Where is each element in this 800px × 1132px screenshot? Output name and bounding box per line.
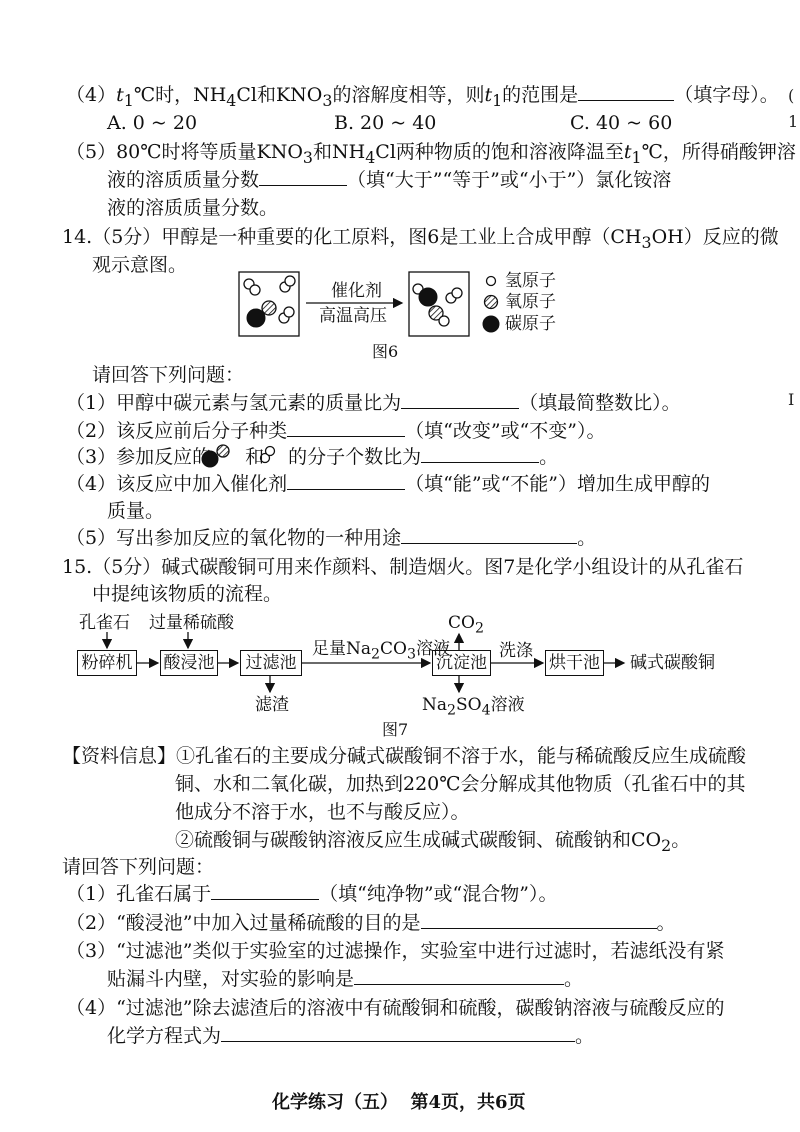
q13-part5-line3: 液的溶质质量分数。 bbox=[107, 197, 279, 219]
answer-blank[interactable] bbox=[578, 82, 674, 101]
q14-header: 14.（5分）甲醇是一种重要的化工原料，图6是工业上合成甲醇$(CH_3OH)$反应的微 bbox=[62, 226, 779, 252]
option-c: C. 40 ~ 60 bbox=[570, 112, 673, 134]
page-footer: 化学练习（五） 第4页，共6页 bbox=[272, 1092, 526, 1113]
legend-carbon-label: 碳原子 bbox=[505, 314, 556, 334]
flow-na2so4-label: $Na_2SO_4$溶液 bbox=[422, 695, 525, 719]
q14-header-line2: 观示意图。 bbox=[92, 254, 188, 276]
option-a: A. 0 ~ 20 bbox=[107, 112, 198, 134]
legend-hydrogen-label: 氢原子 bbox=[505, 271, 556, 291]
q15-prompt: 请回答下列问题： bbox=[62, 856, 215, 878]
edge-mark: ( bbox=[788, 86, 795, 105]
flow-box-precipitation: 沉淀池 bbox=[432, 650, 491, 676]
answer-blank[interactable] bbox=[287, 418, 405, 437]
figure6-arrow-bottom-label: 高温高压 bbox=[319, 306, 387, 326]
info-block-line4: ②硫酸铜与碳酸钠溶液反应生成碱式碳酸铜、硫酸钠和$CO_2$。 bbox=[175, 829, 691, 855]
answer-blank[interactable] bbox=[354, 966, 564, 985]
figure6-reactant-box bbox=[239, 272, 299, 336]
q15-item4-line2: 化学方程式为 。 bbox=[107, 1025, 595, 1047]
q14-item3: （3）参加反应的 和 的分子个数比为 。 bbox=[66, 446, 559, 468]
flow-input-acid: 过量稀硫酸 bbox=[149, 613, 234, 633]
q14-item4: （4）该反应中加入催化剂 （填“能”或“不能”）增加生成甲醇的 bbox=[66, 473, 710, 495]
q13-part4-line: $(4)t_1℃$时，$NH_4Cl$和$KNO_3$的溶解度相等，则$t_1$的范围是 （填字母）。 bbox=[66, 84, 779, 110]
flow-box-acid-leach: 酸浸池 bbox=[160, 650, 218, 676]
info-block-line1: 【资料信息】①孔雀石的主要成分碱式碳酸铜不溶于水，能与稀硫酸反应生成硫酸 bbox=[62, 745, 747, 767]
legend-oxygen-label: 氧原子 bbox=[505, 292, 556, 312]
figure6-arrow-top-label: 催化剂 bbox=[331, 281, 382, 301]
flow-box-dryer: 烘干池 bbox=[545, 650, 604, 676]
q13-part5-line1: （5）80℃时将等质量$KNO_3$和$NH_4Cl$两种物质的饱和溶液降温至$t_1℃$，所得硝酸钾溶 bbox=[66, 141, 796, 167]
info-block-line2: 铜、水和二氧化碳，加热到220℃会分解成其他物质（孔雀石中的其 bbox=[175, 773, 746, 795]
answer-blank[interactable] bbox=[421, 910, 657, 929]
answer-blank[interactable] bbox=[221, 1023, 575, 1042]
flow-wash-label: 洗涤 bbox=[499, 641, 533, 661]
answer-blank[interactable] bbox=[401, 525, 577, 544]
legend-carbon-atom-icon bbox=[483, 316, 499, 332]
q15-item3-line2: 贴漏斗内壁，对实验的影响是 。 bbox=[107, 968, 584, 990]
figure6-product-box bbox=[409, 272, 469, 336]
edge-mark: 1 bbox=[788, 112, 799, 131]
q14-item4-line2: 质量。 bbox=[107, 500, 165, 522]
q15-header-line2: 中提纯该物质的流程。 bbox=[92, 583, 283, 605]
legend-hydrogen-atom-icon bbox=[487, 277, 496, 286]
answer-blank[interactable] bbox=[211, 881, 319, 900]
q14-item2: （2）该反应前后分子种类 （填“改变”或“不变”）。 bbox=[66, 420, 606, 442]
flow-reagent-label: 足量$Na_2CO_3$溶液 bbox=[312, 639, 450, 663]
q14-prompt: 请回答下列问题： bbox=[92, 364, 245, 386]
answer-blank[interactable] bbox=[287, 471, 405, 490]
q15-item2: （2）“酸浸池”中加入过量稀硫酸的目的是 。 bbox=[66, 912, 676, 934]
q15-item4: （4）“过滤池”除去滤渣后的溶液中有硫酸铜和硫酸，碳酸钠溶液与硫酸反应的 bbox=[66, 997, 725, 1019]
legend-oxygen-atom-icon bbox=[485, 296, 498, 309]
q14-item5: （5）写出参加反应的氧化物的一种用途 。 bbox=[66, 527, 597, 549]
flow-product-label: 碱式碳酸铜 bbox=[630, 653, 715, 673]
q15-header: 15.（5分）碱式碳酸铜可用来作颜料、制造烟火。图7是化学小组设计的从孔雀石 bbox=[62, 556, 744, 578]
q15-item1: （1）孔雀石属于 （填“纯净物”或“混合物”）。 bbox=[66, 883, 558, 905]
answer-blank[interactable] bbox=[421, 444, 539, 463]
figure7-caption: 图7 bbox=[382, 720, 409, 739]
flow-box-filter: 过滤池 bbox=[240, 650, 302, 676]
q14-item1: （1）甲醇中碳元素与氢元素的质量比为 （填最简整数比）。 bbox=[66, 392, 681, 414]
edge-mark: I bbox=[788, 390, 795, 409]
option-b: B. 20 ~ 40 bbox=[334, 112, 437, 134]
flow-input-malachite: 孔雀石 bbox=[79, 613, 130, 633]
q15-item3: （3）“过滤池”类似于实验室的过滤操作，实验室中进行过滤时，若滤纸没有紧 bbox=[66, 940, 725, 962]
flow-co2-label: $CO_2$ bbox=[448, 613, 484, 637]
flow-box-crusher: 粉碎机 bbox=[77, 650, 137, 676]
flow-residue-label: 滤渣 bbox=[255, 695, 289, 715]
q13-part5-line2: 液的溶质质量分数 （填“大于”“等于”或“小于”）氯化铵溶 bbox=[107, 169, 672, 191]
info-block-line3: 他成分不溶于水，也不与酸反应）。 bbox=[175, 801, 470, 823]
answer-blank[interactable] bbox=[401, 390, 519, 409]
figure6-caption: 图6 bbox=[372, 342, 399, 361]
answer-blank[interactable] bbox=[259, 167, 347, 186]
